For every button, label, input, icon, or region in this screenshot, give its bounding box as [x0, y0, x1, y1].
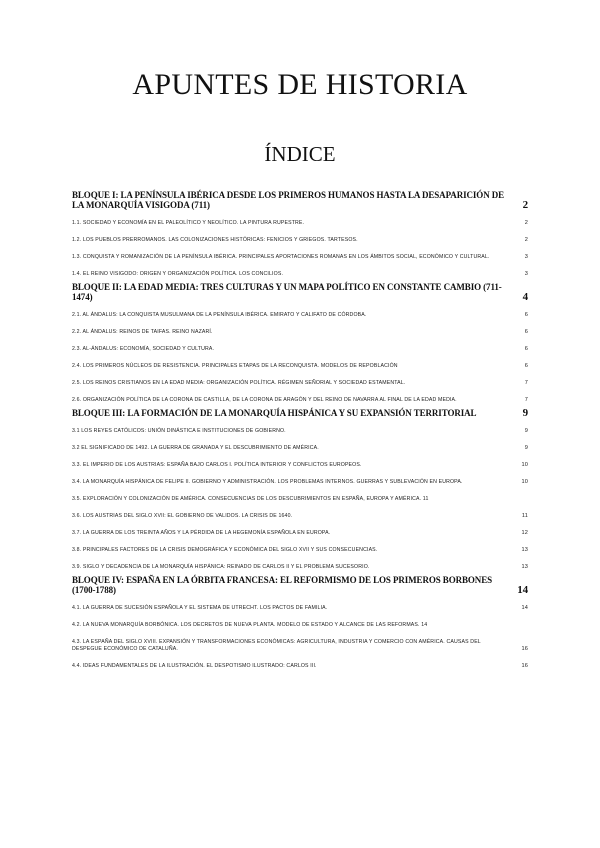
index-heading: ÍNDICE: [264, 142, 336, 166]
toc-page-number: 2: [522, 199, 528, 211]
toc-entry: [72, 479, 528, 486]
toc-page-number: 6: [524, 363, 528, 369]
toc-entry-text: BLOQUE III: LA FORMACIÓN DE LA MONARQUÍA HISPÁNICA Y SU EXPANSIÓN TERRITORIAL: [72, 408, 477, 418]
toc-entry-text: BLOQUE IV: ESPAÑA EN LA ÓRBITA FRANCESA: EL REFORMISMO DE LOS PRIMEROS BORBONES (1700-1788): [72, 575, 493, 595]
toc-entry: [72, 547, 528, 554]
toc-entry-text: BLOQUE I: LA PENÍNSULA IBÉRICA DESDE LOS PRIMEROS HUMANOS HASTA LA DESAPARICIÓN DE LA MONARQUÍA VISIGODA (711): [72, 190, 505, 210]
toc-block-heading: [72, 190, 528, 210]
toc-page-number: 2: [524, 237, 528, 243]
toc-entry-text: BLOQUE II: LA EDAD MEDIA: TRES CULTURAS Y UN MAPA POLÍTICO EN CONSTANTE CAMBIO (711-1474): [72, 282, 502, 302]
toc-page-number: 10: [521, 479, 528, 485]
toc-page-number: 14: [517, 584, 528, 596]
toc-page-number: 7: [524, 397, 528, 403]
toc-page-number: 3: [524, 254, 528, 260]
toc-entry-text: 2.3. AL-ÁNDALUS: ECONOMÍA, SOCIEDAD Y CULTURA.: [72, 346, 215, 352]
toc-page-number: 16: [521, 646, 528, 652]
toc-entry: [72, 312, 528, 319]
toc-entry: [72, 237, 528, 244]
toc-entry-text: 3.5. EXPLORACIÓN Y COLONIZACIÓN DE AMÉRICA. CONSECUENCIAS DE LOS DESCUBRIMIENTOS EN ESPAÑA, EUROPA Y AMÉRICA. 11: [72, 496, 429, 502]
toc-page-number: 9: [524, 428, 528, 434]
toc-page-number: 6: [524, 329, 528, 335]
toc-page-number: 2: [524, 220, 528, 226]
toc-entry-text: 3.6. LOS AUSTRIAS DEL SIGLO XVII: EL GOBIERNO DE VALIDOS. LA CRISIS DE 1640.: [72, 513, 293, 519]
toc-entry: [72, 271, 528, 278]
toc-entry-text: 1.2. LOS PUEBLOS PRERROMANOS. LAS COLONIZACIONES HISTÓRICAS: FENICIOS Y GRIEGOS. TARTESOS.: [72, 237, 358, 243]
toc-entry: [72, 254, 528, 261]
document-title: APUNTES DE HISTORIA: [132, 68, 468, 101]
toc-page-number: 10: [521, 462, 528, 468]
toc-entry-text: 1.3. CONQUISTA Y ROMANIZACIÓN DE LA PENÍNSULA IBÉRICA. PRINCIPALES APORTACIONES ROMANAS EN LOS ÁMBITOS SOCIAL, ECONÓMICO Y CULTURAL.: [72, 254, 490, 260]
toc-entry: [72, 220, 528, 227]
toc-block-heading: [72, 282, 528, 302]
toc-page-number: 9: [522, 407, 528, 419]
toc-entry-text: 2.6. ORGANIZACIÓN POLÍTICA DE LA CORONA DE CASTILLA, DE LA CORONA DE ARAGÓN Y DEL REINO DE NAVARRA AL FINAL DE LA EDAD MEDIA.: [72, 397, 457, 403]
toc-entry-text: 3.9. SIGLO Y DECADENCIA DE LA MONARQUÍA HISPÁNICA: REINADO DE CARLOS II Y EL PROBLEMA SUCESORIO.: [72, 564, 370, 570]
toc-entry-text: 3.1 LOS REYES CATÓLICOS: UNIÓN DINÁSTICA E INSTITUCIONES DE GOBIERNO.: [72, 428, 286, 434]
toc-entry: [72, 363, 528, 370]
toc-entry-text: 3.8. PRINCIPALES FACTORES DE LA CRISIS DEMOGRÁFICA Y ECONÓMICA DEL SIGLO XVII Y SUS CONSECUENCIAS.: [72, 547, 378, 553]
toc-entry: [72, 329, 528, 336]
toc-page-number: 6: [524, 346, 528, 352]
toc-page-number: 7: [524, 380, 528, 386]
toc-entry-text: 3.3. EL IMPERIO DE LOS AUSTRIAS: ESPAÑA BAJO CARLOS I. POLÍTICA INTERIOR Y CONFLICTOS EUROPEOS.: [72, 462, 362, 468]
toc-entry-text: 1.4. EL REINO VISIGODO: ORIGEN Y ORGANIZACIÓN POLÍTICA. LOS CONCILIOS.: [72, 271, 284, 277]
toc-entry: [72, 605, 528, 612]
toc-entry-text: 1.1. SOCIEDAD Y ECONOMÍA EN EL PALEOLÍTICO Y NEOLÍTICO. LA PINTURA RUPESTRE.: [72, 220, 305, 226]
toc-entry-text: 4.3. LA ESPAÑA DEL SIGLO XVIII. EXPANSIÓN Y TRANSFORMACIONES ECONÓMICAS: AGRICULTURA, INDUSTRIA Y COMERCIO CON AMÉRICA. CAUSAS DEL DESPEGUE ECONÓMICO DE CATALUÑA.: [72, 639, 481, 652]
toc-entry: [72, 513, 528, 520]
table-of-contents: [72, 190, 528, 670]
toc-entry: [72, 496, 528, 503]
toc-page-number: 13: [521, 564, 528, 570]
toc-entry: [72, 564, 528, 571]
toc-entry: [72, 397, 528, 404]
toc-entry-text: 3.2 EL SIGNIFICADO DE 1492. LA GUERRA DE GRANADA Y EL DESCUBRIMIENTO DE AMÉRICA.: [72, 445, 319, 451]
toc-entry-text: 2.2. AL ÁNDALUS: REINOS DE TAIFAS. REINO NAZARÍ.: [72, 329, 213, 335]
toc-page-number: 3: [524, 271, 528, 277]
toc-entry-text: 4.4. IDEAS FUNDAMENTALES DE LA ILUSTRACIÓN. EL DESPOTISMO ILUSTRADO: CARLOS III.: [72, 663, 317, 669]
toc-entry: [72, 380, 528, 387]
toc-page-number: 12: [521, 530, 528, 536]
toc-entry-text: 2.5. LOS REINOS CRISTIANOS EN LA EDAD MEDIA: ORGANIZACIÓN POLÍTICA. RÉGIMEN SEÑORIAL Y SOCIEDAD ESTAMENTAL.: [72, 380, 406, 386]
toc-entry-text: 2.1. AL ÁNDALUS: LA CONQUISTA MUSULMANA DE LA PENÍNSULA IBÉRICA. EMIRATO Y CALIFATO DE CÓRDOBA.: [72, 312, 367, 318]
toc-page-number: 6: [524, 312, 528, 318]
toc-entry-text: 3.4. LA MONARQUÍA HISPÁNICA DE FELIPE II. GOBIERNO Y ADMINISTRACIÓN. LOS PROBLEMAS INTERNOS. GUERRAS Y SUBLEVACIÓN EN EUROPA.: [72, 479, 463, 485]
toc-entry: [72, 530, 528, 537]
toc-entry: [72, 462, 528, 469]
toc-entry: [72, 639, 528, 653]
toc-entry-text: 4.2. LA NUEVA MONARQUÍA BORBÓNICA. LOS DECRETOS DE NUEVA PLANTA. MODELO DE ESTADO Y ALCANCE DE LAS REFORMAS. 14: [72, 622, 428, 628]
toc-page-number: 16: [521, 663, 528, 669]
toc-entry-text: 4.1. LA GUERRA DE SUCESIÓN ESPAÑOLA Y EL SISTEMA DE UTRECHT. LOS PACTOS DE FAMILIA.: [72, 605, 328, 611]
toc-block-heading: [72, 575, 528, 595]
toc-entry: [72, 663, 528, 670]
toc-entry: [72, 428, 528, 435]
toc-page-number: 13: [521, 547, 528, 553]
toc-block-heading: [72, 408, 528, 418]
toc-page-number: 11: [521, 513, 528, 519]
toc-entry: [72, 622, 528, 629]
toc-page-number: 4: [522, 291, 528, 303]
toc-page-number: 14: [521, 605, 528, 611]
toc-entry: [72, 445, 528, 452]
toc-entry-text: 2.4. LOS PRIMEROS NÚCLEOS DE RESISTENCIA. PRINCIPALES ETAPAS DE LA RECONQUISTA. MODELOS DE REPOBLACIÓN: [72, 363, 398, 369]
toc-entry: [72, 346, 528, 353]
toc-page-number: 9: [524, 445, 528, 451]
toc-entry-text: 3.7. LA GUERRA DE LOS TREINTA AÑOS Y LA PÉRDIDA DE LA HEGEMONÍA ESPAÑOLA EN EUROPA.: [72, 530, 331, 536]
